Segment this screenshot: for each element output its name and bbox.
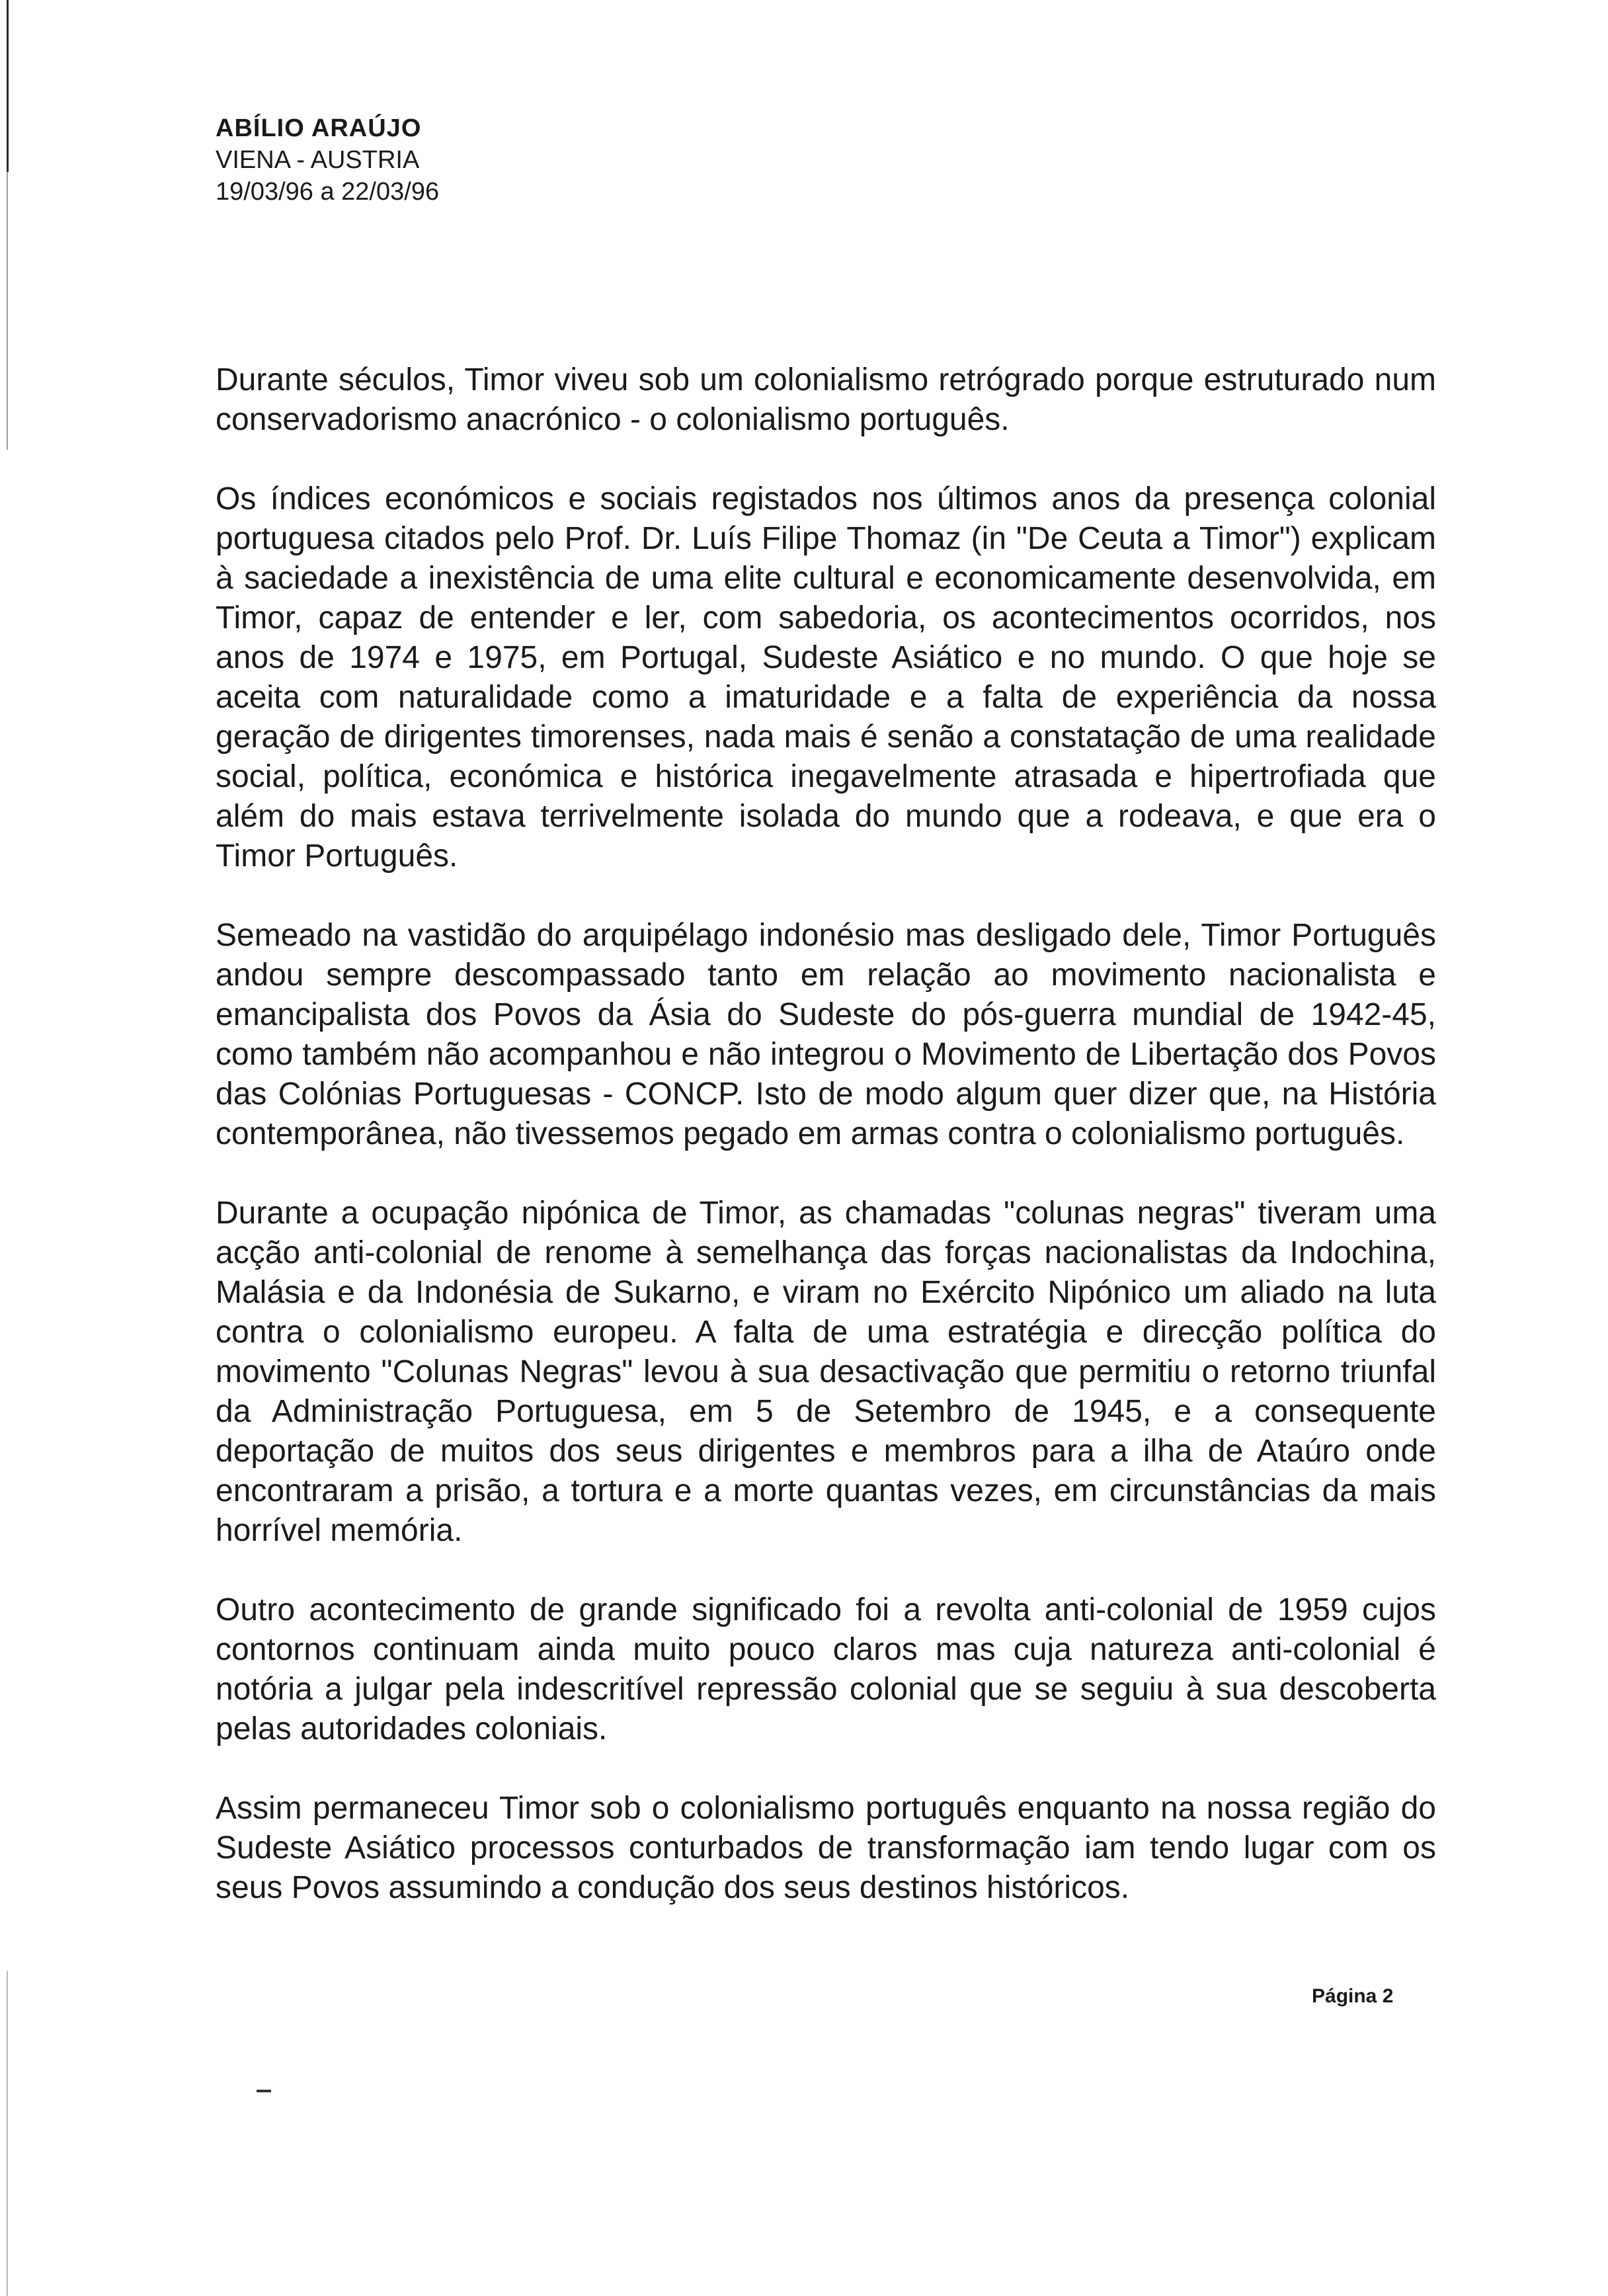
scan-speck (257, 2090, 271, 2092)
paragraph: Assim permaneceu Timor sob o colonialismo português enquanto na nossa região do Sudeste Asiático processos conturbados de transformação iam tendo lugar com os seus Povos assumindo a condução dos seus destinos históricos. (216, 1791, 1436, 1905)
author-name: ABÍLIO ARAÚJO (216, 114, 422, 142)
scan-edge-line-bottom (7, 1971, 8, 2296)
paragraph: Durante séculos, Timor viveu sob um colonialismo retrógrado porque estruturado num conservadorismo anacrónico - o colonialismo português. (216, 362, 1436, 437)
document-body (216, 360, 1436, 1948)
document-header (216, 112, 439, 208)
paragraph: Durante a ocupação nipónica de Timor, as chamadas "colunas negras" tiveram uma acção anti-colonial de renome à semelhança das forças nacionalistas da Indochina, Malásia e da Indonésia de Sukarno, e viram no Exército Nipónico um aliado na luta contra o colonialismo europeu. A falta de uma estratégia e direcção política do movimento "Colunas Negras" levou à sua desactivação que permitiu o retorno triunfal da Administração Portuguesa, em 5 de Setembro de 1945, e a consequente deportação de muitos dos seus dirigentes e membros para a ilha de Ataúro onde encontraram a prisão, a tortura e a morte quantas vezes, em circunstâncias da mais horrível memória. (216, 1196, 1436, 1548)
paragraph: Semeado na vastidão do arquipélago indonésio mas desligado dele, Timor Português andou sempre descompassado tanto em relação ao movimento nacionalista e emancipalista dos Povos da Ásia do Sudeste do pós-guerra mundial de 1942-45, como também não acompanhou e não integrou o Movimento de Libertação dos Povos das Colónias Portuguesas - CONCP. Isto de modo algum quer dizer que, na História contemporânea, não tivessemos pegado em armas contra o colonialismo português. (216, 918, 1436, 1151)
page-number: Página 2 (1312, 1985, 1394, 2007)
paragraph: Outro acontecimento de grande significado foi a revolta anti-colonial de 1959 cujos contornos continuam ainda muito pouco claros mas cuja natureza anti-colonial é notória a julgar pela indescritível repressão colonial que se seguiu à sua descoberta pelas autoridades coloniais. (216, 1592, 1436, 1746)
date-range: 19/03/96 a 22/03/96 (216, 178, 440, 206)
location-line: VIENA - AUSTRIA (216, 146, 420, 174)
paragraph: Os índices económicos e sociais registados nos últimos anos da presença colonial portuguesa citados pelo Prof. Dr. Luís Filipe Thomaz (in "De Ceuta a Timor") explicam à saciedade a inexistência de uma elite cultural e economicamente desenvolvida, em Timor, capaz de entender e ler, com sabedoria, os acontecimentos ocorridos, nos anos de 1974 e 1975, em Portugal, Sudeste Asiático e no mundo. O que hoje se aceita com naturalidade como a imaturidade e a falta de experiência da nossa geração de dirigentes timorenses, nada mais é senão a constatação de uma realidade social, política, económica e histórica inegavelmente atrasada e hipertrofiada que além do mais estava terrivelmente isolada do mundo que a rodeava, e que era o Timor Português. (216, 481, 1436, 874)
scan-edge-line (7, 0, 9, 172)
scan-edge-line-faint (7, 172, 8, 450)
